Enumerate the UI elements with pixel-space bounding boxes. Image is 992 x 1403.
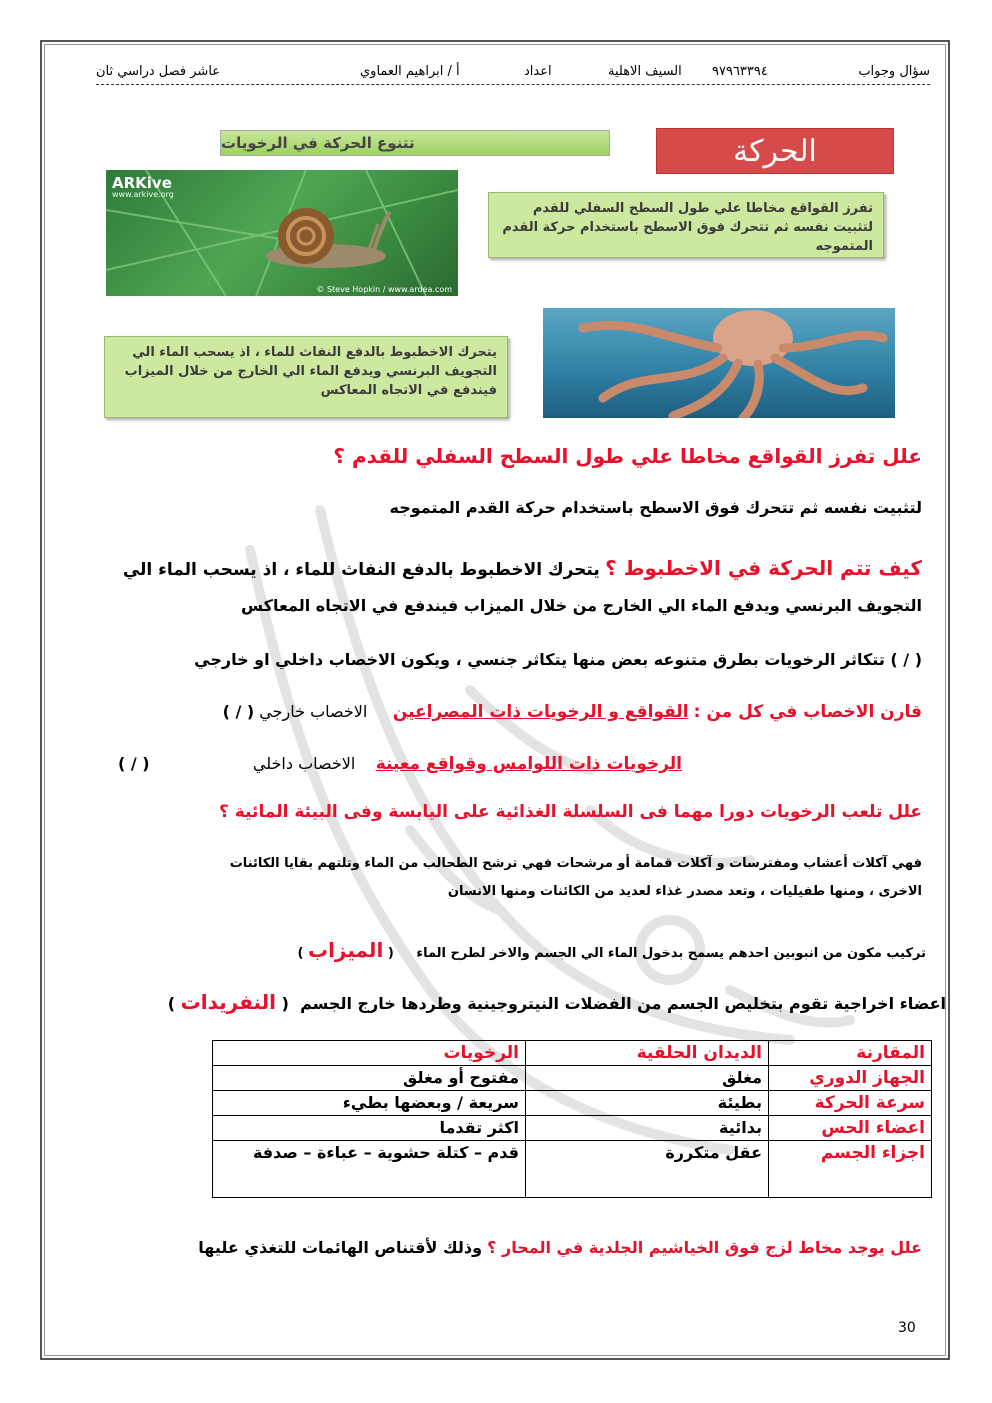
answer-3-line-1: فهي آكلات أعشاب ومفترسات و آكلات قمامة أو مرشحات فهي ترشح الطحالب من الماء وتلتهم بقايا الكائنات xyxy=(229,856,922,871)
table-row-label: الجهاز الدوري xyxy=(769,1066,932,1091)
header-grade: عاشر فصل دراسي ثان xyxy=(96,64,221,79)
header-phone: ٩٧٩٦٣٣٩٤ xyxy=(712,64,768,79)
definition-1-text: تركيب مكون من انبوبين احدهم يسمح بدخول الماء الي الجسم والاخر لطرح الماء xyxy=(416,946,926,961)
table-cell: اكثر تقدما xyxy=(213,1116,526,1141)
compare-value-1: الاخصاب خارجي xyxy=(259,702,368,721)
table-row xyxy=(213,1141,932,1198)
header-divider xyxy=(96,84,930,85)
snail-photo xyxy=(106,170,458,296)
table-cell: قدم – كتلة حشوية – عباءة – صدفة xyxy=(213,1141,526,1198)
arkive-logo: ARKive xyxy=(112,174,172,192)
table-cell: مغلق xyxy=(526,1066,769,1091)
compare-value-2: الاخصاب داخلي xyxy=(252,754,356,773)
table-cell: سريعة / وبعضها بطيء xyxy=(213,1091,526,1116)
question-1: علل تفرز القواقع مخاطا علي طول السطح السفلي للقدم ؟ xyxy=(333,444,922,468)
section-banner: تتنوع الحركة في الرخويات xyxy=(220,130,610,156)
table-row xyxy=(213,1066,932,1091)
true-false-statement: ( / ) تتكاثر الرخويات بطرق متنوعه بعض منها يتكاثر جنسي ، ويكون الاخصاب داخلي او خارجي xyxy=(194,650,922,669)
table-row-label: اعضاء الحس xyxy=(769,1116,932,1141)
comparison-table xyxy=(212,1040,932,1198)
table-cell: بطيئة xyxy=(526,1091,769,1116)
table-header-cell: المقارنة xyxy=(769,1041,932,1066)
table-cell: مفتوح أو مغلق xyxy=(213,1066,526,1091)
table-header-cell: الرخويات xyxy=(213,1041,526,1066)
header-prepared-by: اعداد xyxy=(524,64,552,79)
table-row-label: سرعة الحركة xyxy=(769,1091,932,1116)
header-school: السيف الاهلية xyxy=(608,64,682,79)
arkive-site: www.arkive.org xyxy=(112,190,174,199)
definition-1-term: الميزاب xyxy=(307,938,384,962)
table-row xyxy=(213,1116,932,1141)
table-row-label: اجزاء الجسم xyxy=(769,1141,932,1198)
compare-group-1: القواقع و الرخويات ذات المصراعين xyxy=(392,702,689,722)
compare-mark-1: ( / ) xyxy=(222,702,255,721)
compare-lead: قارن الاخصاب في كل من : xyxy=(693,702,922,722)
table-cell: عقل متكررة xyxy=(526,1141,769,1198)
photo-credit: © Steve Hopkin / www.ardea.com xyxy=(316,285,452,294)
header-subject: سؤال وجواب xyxy=(858,64,930,79)
page-number: 30 xyxy=(898,1320,916,1336)
answer-2-line-2: التجويف البرنسي ويدفع الماء الي الخارج من خلال الميزاب فيندفع في الاتجاه المعاكس xyxy=(241,596,922,615)
octopus-photo xyxy=(543,308,895,418)
table-row xyxy=(213,1091,932,1116)
definition-2-term: النفريدات xyxy=(180,990,277,1014)
question-3: علل تلعب الرخويات دورا مهما فى السلسلة الغذائية على اليابسة وفى البيئة المائية ؟ xyxy=(219,802,922,822)
octopus-movement-card: يتحرك الاخطبوط بالدفع النفاث للماء ، اذ يسحب الماء الي التجويف البرنسي ويدفع الماء الي الخارج من خلال الميزاب فيندفع في الاتجاه المعاكس xyxy=(104,336,508,418)
page-title: الحركة xyxy=(656,128,894,174)
question-2: كيف تتم الحركة في الاخطبوط ؟ xyxy=(605,556,922,580)
compare-mark-2: ( / ) xyxy=(118,754,150,773)
answer-2-line-1: يتحرك الاخطبوط بالدفع النفاث للماء ، اذ يسحب الماء الي xyxy=(122,560,600,580)
table-header-row xyxy=(213,1041,932,1066)
compare-group-2: الرخويات ذات اللوامس وقواقع معينة xyxy=(375,754,682,774)
table-cell: بدائية xyxy=(526,1116,769,1141)
question-4: علل يوجد مخاط لزج فوق الخياشيم الجلدية في المحار ؟ xyxy=(487,1238,922,1257)
octopus-illustration xyxy=(543,308,895,418)
answer-1: لتثبيت نفسه ثم تتحرك فوق الاسطح باستخدام حركة القدم المتموجه xyxy=(389,498,922,517)
answer-3-line-2: الاخرى ، ومنها طفيليات ، وتعد مصدر غذاء لعديد من الكائنات ومنها الانسان xyxy=(447,884,922,899)
header-teacher: أ / ابراهيم العماوي xyxy=(360,64,460,79)
table-header-cell: الديدان الحلقية xyxy=(526,1041,769,1066)
snail-movement-card: تفرز القواقع مخاطا علي طول السطح السفلي للقدم لتثبيت نفسه ثم تتحرك فوق الاسطح باستخدام حركة القدم المتموجه xyxy=(488,192,884,258)
definition-2-text: اعضاء اخراجية تقوم بتخليص الجسم من الفضلات النيتروجينية وطردها خارج الجسم xyxy=(300,994,946,1013)
answer-4: وذلك لأقتناص الهائمات للتغذي عليها xyxy=(198,1238,483,1257)
